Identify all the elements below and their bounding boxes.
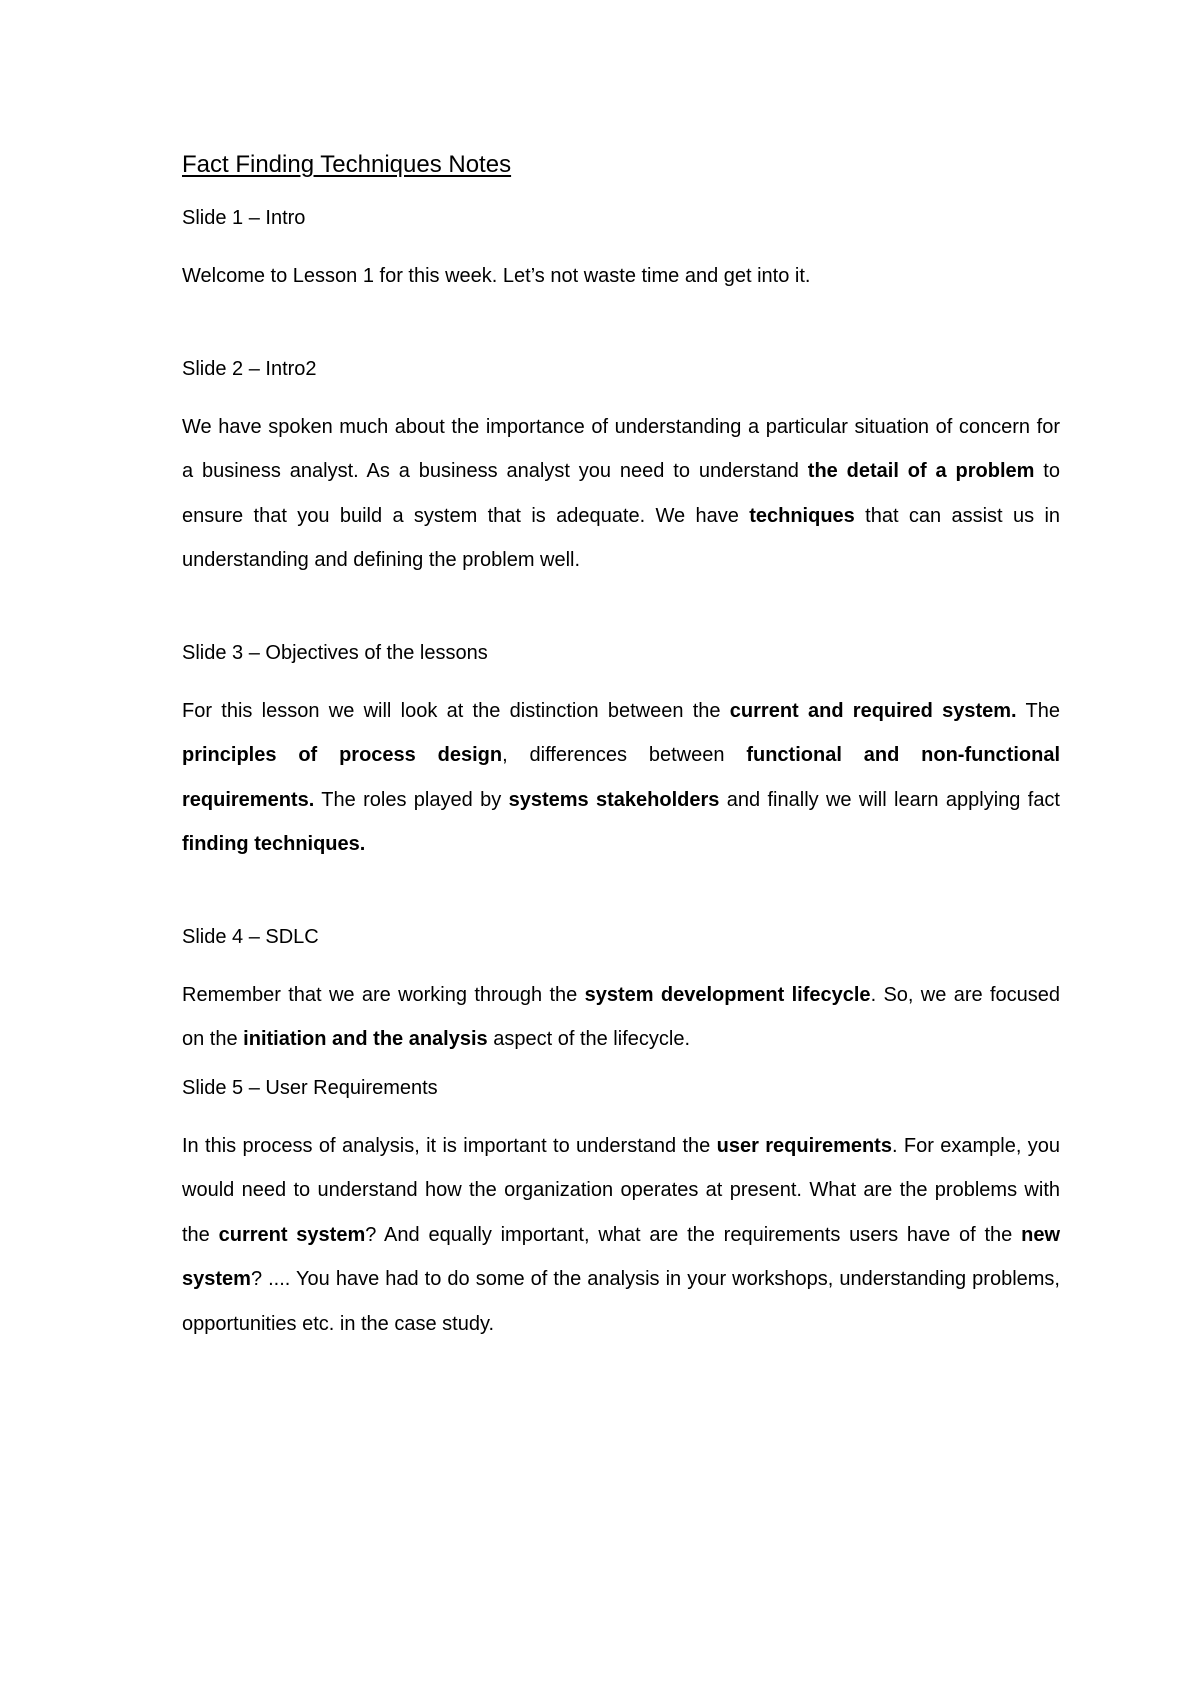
bold-text-run: system development lifecycle bbox=[584, 983, 871, 1006]
text-run: , differences between bbox=[502, 744, 747, 766]
bold-text-run: current system bbox=[218, 1223, 366, 1246]
text-run: that can assist us in understanding and defining the problem well. bbox=[182, 504, 1061, 571]
bold-text-run: the detail of a problem bbox=[807, 460, 1035, 482]
slide-paragraph bbox=[182, 973, 1060, 1062]
section-slide-5 bbox=[182, 1074, 1060, 1347]
slide-paragraph bbox=[182, 405, 1060, 583]
bold-text-run: new system bbox=[182, 1223, 1061, 1290]
document-body bbox=[182, 150, 1060, 1346]
text-run: We have spoken much about the importance of understanding a particular situation of concern for a business analyst. As a business analyst you need to understand bbox=[182, 415, 1060, 482]
bold-text-run: systems stakeholders bbox=[508, 788, 720, 811]
bold-text-run: functional and non-functional requirements. bbox=[182, 744, 1061, 811]
bold-text-run: techniques bbox=[749, 504, 855, 527]
section-slide-4 bbox=[182, 923, 1060, 1062]
text-run: The bbox=[1016, 699, 1060, 722]
text-run: Remember that we are working through the bbox=[182, 983, 585, 1006]
section-slide-3 bbox=[182, 639, 1060, 867]
slide-heading: Slide 4 – SDLC bbox=[182, 925, 319, 948]
text-run: The roles played by bbox=[314, 788, 509, 811]
text-run: . So, we are focused on the bbox=[182, 983, 1060, 1050]
bold-text-run: initiation and the analysis bbox=[243, 1028, 488, 1050]
section-slide-2 bbox=[182, 355, 1060, 583]
bold-text-run: finding techniques. bbox=[182, 833, 366, 855]
text-run: to ensure that you build a system that is adequate. We have bbox=[182, 460, 1060, 527]
text-run: For this lesson we will look at the distinction between the bbox=[182, 699, 730, 722]
bold-text-run: current and required system. bbox=[729, 699, 1017, 722]
section-slide-1 bbox=[182, 204, 1060, 299]
text-run: In this process of analysis, it is important to understand the bbox=[182, 1134, 717, 1157]
text-run: . For example, you would need to understand how the organization operates at present. What are the problems with the bbox=[182, 1134, 1061, 1246]
slide-paragraph bbox=[182, 1124, 1060, 1347]
slide-heading: Slide 2 – Intro2 bbox=[182, 357, 317, 380]
text-run: and finally we will learn applying fact bbox=[719, 788, 1060, 811]
bold-text-run: user requirements bbox=[716, 1134, 892, 1157]
slide-heading: Slide 3 – Objectives of the lessons bbox=[182, 641, 488, 664]
bold-text-run: principles of process design bbox=[182, 744, 503, 766]
slide-heading: Slide 5 – User Requirements bbox=[182, 1076, 438, 1099]
text-run: Welcome to Lesson 1 for this week. Let’s not waste time and get into it. bbox=[182, 265, 811, 287]
text-run: aspect of the lifecycle. bbox=[487, 1028, 690, 1050]
document-title: Fact Finding Techniques Notes bbox=[182, 151, 512, 178]
text-run: ? .... You have had to do some of the analysis in your workshops, understanding problems, opportunities etc. in the case study. bbox=[182, 1268, 1060, 1335]
text-run: ? And equally important, what are the requirements users have of the bbox=[365, 1223, 1022, 1246]
slide-paragraph bbox=[182, 254, 1060, 299]
slide-heading: Slide 1 – Intro bbox=[182, 207, 306, 229]
slide-paragraph bbox=[182, 689, 1060, 867]
